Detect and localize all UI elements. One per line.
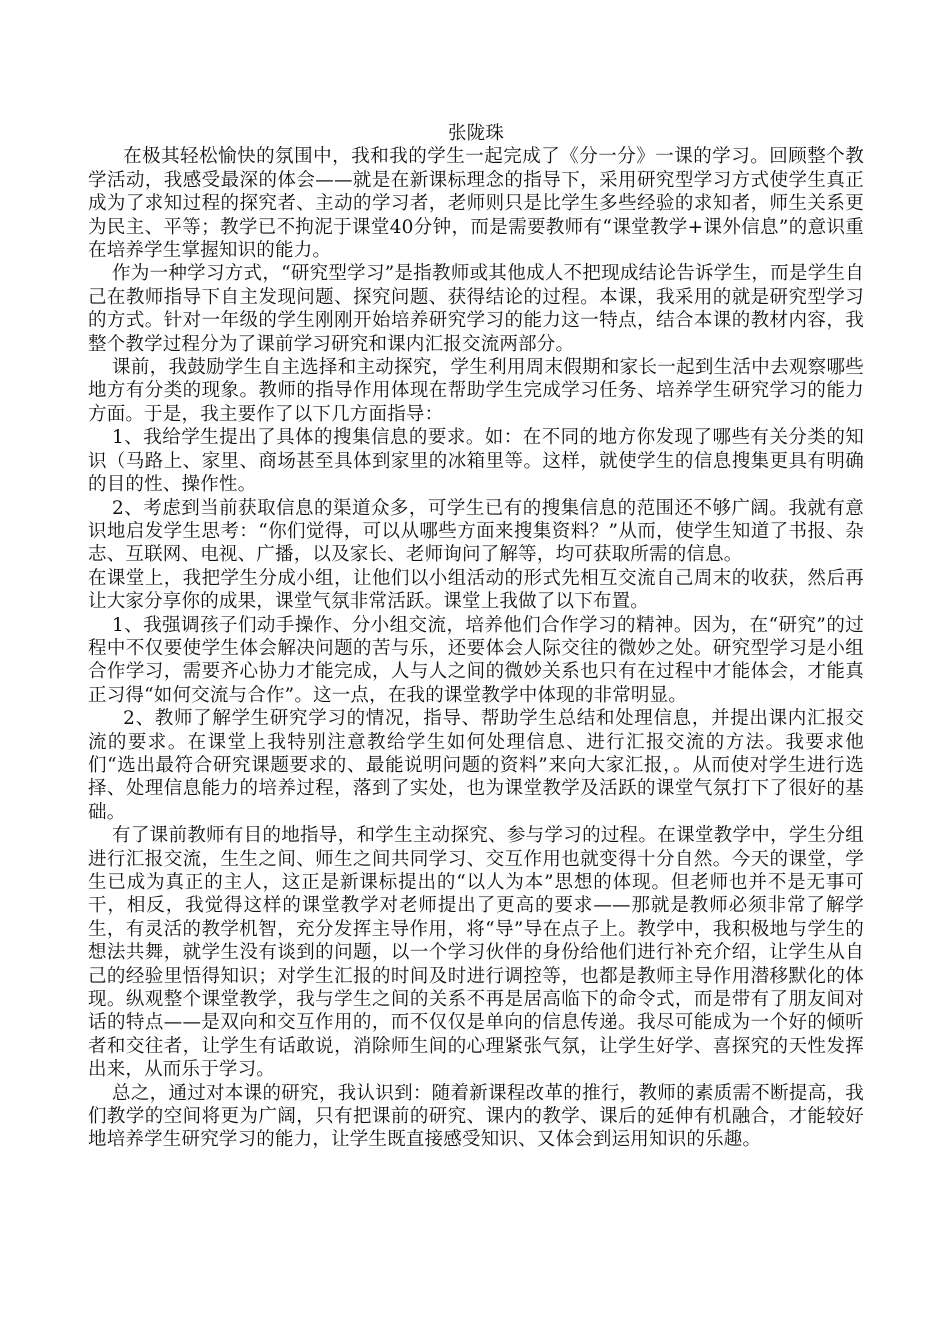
paragraph-classroom-reflection: 有了课前教师有目的地指导，和学生主动探究、参与学习的过程。在课堂教学中，学生分组进行汇报交流，生生之间、师生之间共同学习、交互作用也就变得十分自然。今天的课堂，学生已成为真正的主人，这正是新课标提出的“以人为本”思想的体现。但老师也并不是无事可干，相反，我觉得这样的课堂教学对老师提出了更高的要求——那就是教师必须非常了解学生，有灵活的教学机智，充分发挥主导作用，将“导”导在点子上。教学中，我积极地与学生的想法共舞，就学生没有谈到的问题，以一个学习伙伴的身份给他们进行补充介绍，让学生从自己的经验里悟得知识；对学生汇报的时间及时进行调控等，也都是教师主导作用潜移默化的体现。纵观整个课堂教学，我与学生之间的关系不再是居高临下的命令式，而是带有了朋友间对话的特点——是双向和交互作用的，而不仅仅是单向的信息传递。我尽可能成为一个好的倾听者和交往者，让学生有话敢说，消除师生间的心理紧张气氛，让学生好学、喜探究的天性发挥出来，从而乐于学习。 <box>88 825 864 1081</box>
paragraph-arrangement-2: 2、教师了解学生研究学习的情况，指导、帮助学生总结和处理信息，并提出课内汇报交流的要求。在课堂上我特别注意教给学生如何处理信息、进行汇报交流的方法。我要求他们“选出最符合研究课题要求的、最能说明问题的资料”来向大家汇报，。从而使对学生进行选择、处理信息能力的培养过程，落到了实处，也为课堂教学及活跃的课堂气氛打下了很好的基础。 <box>88 708 864 823</box>
author-name: 张陇珠 <box>447 123 505 144</box>
paragraph-arrangement-1: 1、我强调孩子们动手操作、分小组交流，培养他们合作学习的精神。因为，在“研究”的过程中不仅要使学生体会解决问题的苦与乐，还要体会人际交往的微妙之处。研究型学习是小组合作学习，需要齐心协力才能完成，人与人之间的微妙关系也只有在过程中才能体会，才能真正习得“如何交流与合作”。这一点，在我的课堂教学中体现的非常明显。 <box>88 614 864 706</box>
paragraph-before-class: 课前，我鼓励学生自主选择和主动探究，学生利用周末假期和家长一起到生活中去观察哪些地方有分类的现象。教师的指导作用体现在帮助学生完成学习任务、培养学生研究学习的能力方面。于是，我主要作了以下几方面指导： <box>88 357 864 425</box>
paragraph-intro: 在极其轻松愉快的氛围中，我和我的学生一起完成了《分一分》一课的学习。回顾整个教学活动，我感受最深的体会——就是在新课标理念的指导下，采用研究型学习方式使学生真正成为了求知过程的探究者、主动的学习者，老师则只是比学生多些经验的求知者，师生关系更为民主、平等；教学已不拘泥于课堂40分钟，而是需要教师有“课堂教学+课外信息”的意识重在培养学生掌握知识的能力。 <box>88 146 864 262</box>
paragraph-research-learning: 作为一种学习方式，“研究型学习”是指教师或其他成人不把现成结论告诉学生，而是学生自己在教师指导下自主发现问题、探究问题、获得结论的过程。本课，我采用的就是研究型学习的方式。针对一年级的学生刚刚开始培养研究学习的能力这一特点，结合本课的教材内容，我整个教学过程分为了课前学习研究和课内汇报交流两部分。 <box>88 263 864 355</box>
paragraph-conclusion: 总之，通过对本课的研究，我认识到：随着新课程改革的推行，教师的素质需不断提高，我们教学的空间将更为广阔，只有把课前的研究、课内的教学、课后的延伸有机融合，才能较好地培养学生研究学习的能力，让学生既直接感受知识、又体会到运用知识的乐趣。 <box>88 1082 864 1151</box>
document-body <box>88 122 864 1152</box>
paragraph-guidance-1: 1、我给学生提出了具体的搜集信息的要求。如：在不同的地方你发现了哪些有关分类的知识（马路上、家里、商场甚至具体到家里的冰箱里等。这样，就使学生的信息搜集更具有明确的目的性、操作性。 <box>88 427 864 496</box>
paragraph-in-class: 在课堂上，我把学生分成小组，让他们以小组活动的形式先相互交流自己周末的收获，然后再让大家分享你的成果，课堂气氛非常活跃。课堂上我做了以下布置。 <box>88 567 864 613</box>
paragraph-guidance-2: 2、考虑到当前获取信息的渠道众多，可学生已有的搜集信息的范围还不够广阔。我就有意识地启发学生思考：“你们觉得，可以从哪些方面来搜集资料？”从而，使学生知道了书报、杂志、互联网、电视、广播，以及家长、老师询问了解等，均可获取所需的信息。 <box>88 497 864 566</box>
